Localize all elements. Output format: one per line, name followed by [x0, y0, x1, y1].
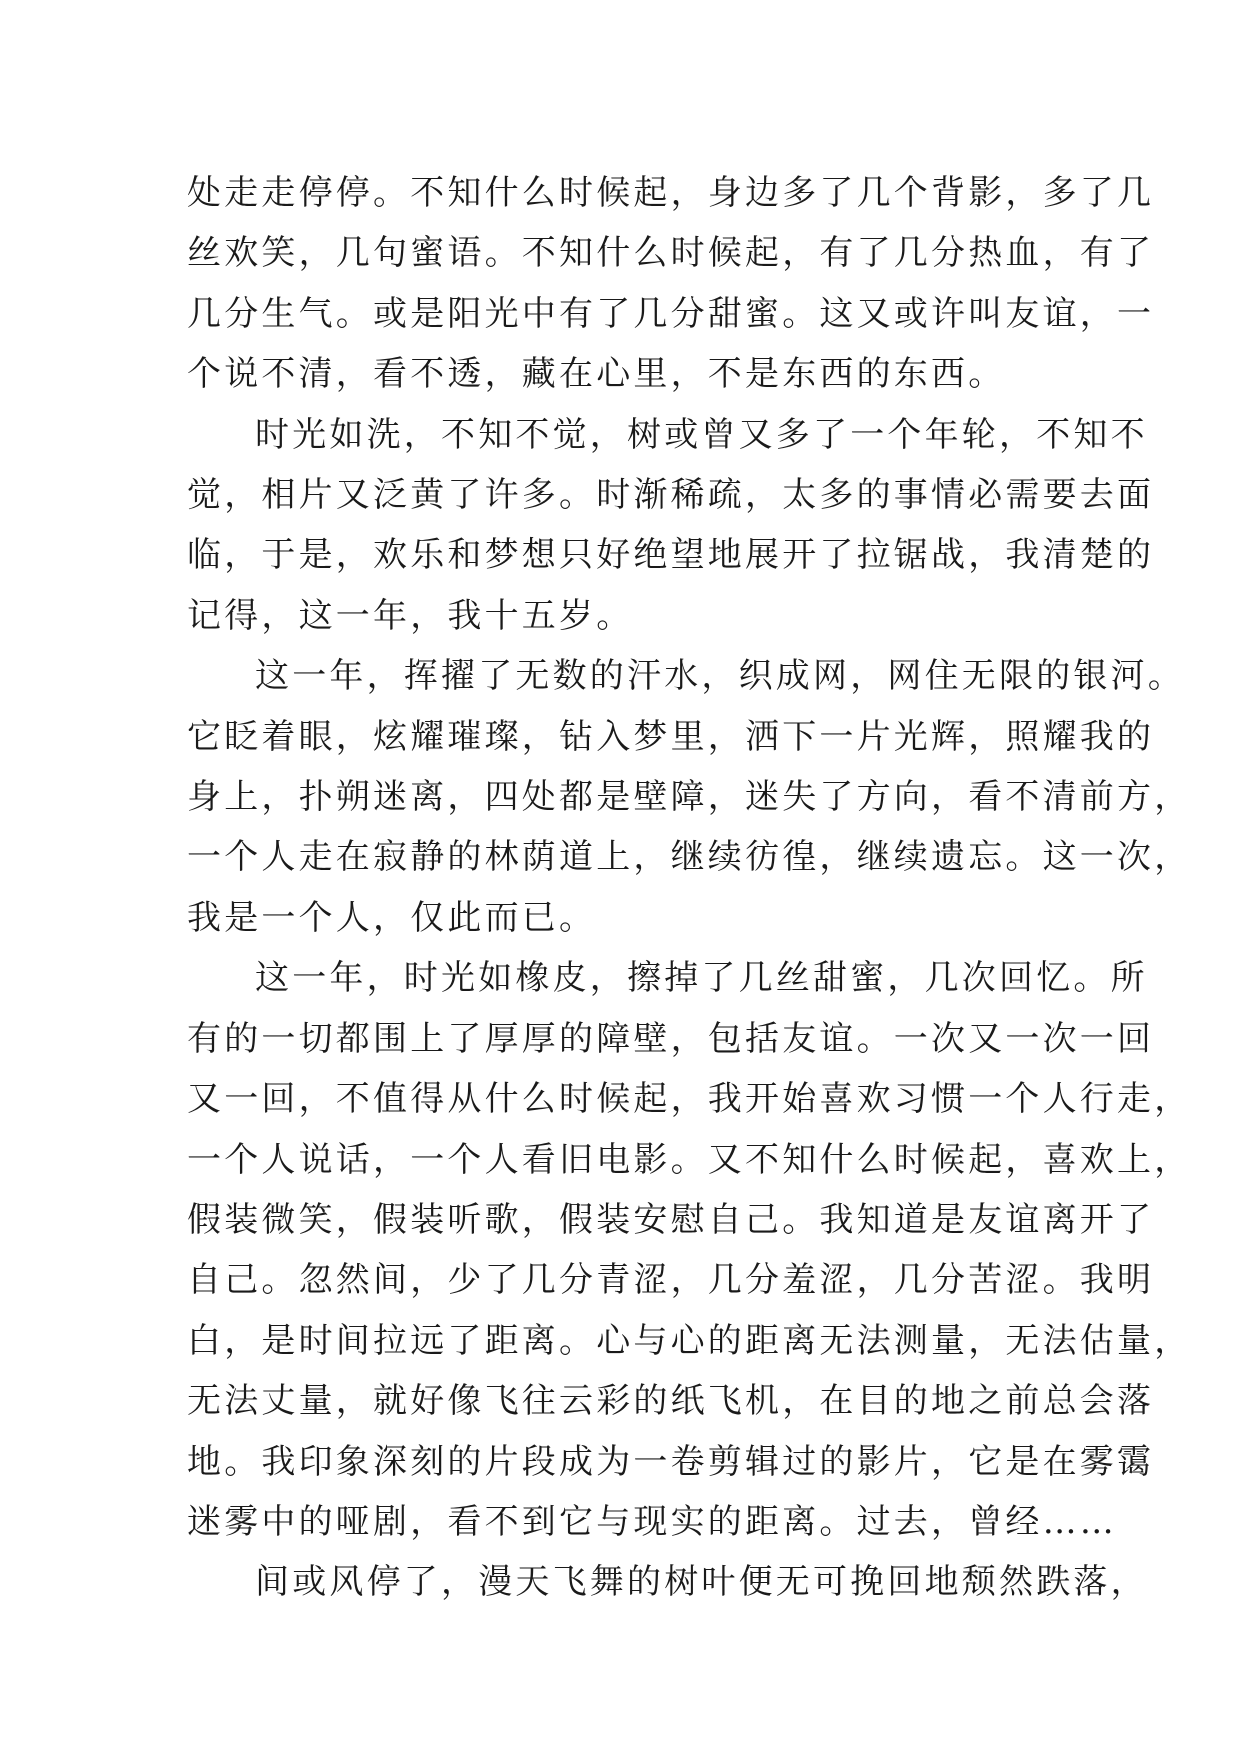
text-line: 迷雾中的哑剧，看不到它与现实的距离。过去，曾经……	[187, 1501, 1117, 1542]
text-line: 它眨着眼，炫耀璀璨，钻入梦里，洒下一片光辉，照耀我的	[187, 716, 1155, 757]
paragraph-5	[187, 1552, 1148, 1612]
text-line: 处走走停停。不知什么时候起，身边多了几个背影，多了几	[187, 173, 1155, 213]
text-line: 这一年，时光如橡皮，擦掉了几丝甜蜜，几次回忆。所	[255, 958, 1148, 999]
text-line: 无法丈量，就好像飞往云彩的纸飞机，在目的地之前总会落	[187, 1381, 1155, 1422]
text-line: 几分生气。或是阳光中有了几分甜蜜。这又或许叫友谊，一	[187, 293, 1155, 334]
paragraph-1	[187, 163, 1155, 405]
text-line: 时光如洗，不知不觉，树或曾又多了一个年轮，不知不	[255, 414, 1148, 455]
paragraph-4	[187, 948, 1192, 1552]
text-line: 一个人说话，一个人看旧电影。又不知什么时候起，喜欢上，	[187, 1139, 1192, 1180]
text-line: 个说不清，看不透，藏在心里，不是东西的东西。	[187, 354, 1006, 395]
text-line: 临，于是，欢乐和梦想只好绝望地展开了拉锯战，我清楚的	[187, 535, 1155, 576]
text-line: 记得，这一年，我十五岁。	[187, 595, 634, 636]
text-line: 这一年，挥擢了无数的汗水，织成网，网住无限的银河。	[255, 656, 1185, 697]
text-line: 我是一个人，仅此而已。	[187, 897, 597, 938]
text-line: 一个人走在寂静的林荫道上，继续彷徨，继续遗忘。这一次，	[187, 837, 1192, 878]
text-line: 又一回，不值得从什么时候起，我开始喜欢习惯一个人行走，	[187, 1079, 1192, 1120]
text-line: 白，是时间拉远了距离。心与心的距离无法测量，无法估量，	[187, 1320, 1192, 1361]
text-line: 身上，扑朔迷离，四处都是壁障，迷失了方向，看不清前方，	[187, 777, 1192, 818]
text-line: 间或风停了，漫天飞舞的树叶便无可挽回地颓然跌落，	[255, 1562, 1148, 1603]
text-line: 觉，相片又泛黄了许多。时渐稀疏，太多的事情必需要去面	[187, 475, 1155, 516]
text-line: 地。我印象深刻的片段成为一卷剪辑过的影片，它是在雾霭	[187, 1441, 1155, 1482]
text-line: 假装微笑，假装听歌，假装安慰自己。我知道是友谊离开了	[187, 1199, 1155, 1240]
text-line: 自己。忽然间，少了几分青涩，几分羞涩，几分苦涩。我明	[187, 1260, 1155, 1301]
text-line: 有的一切都围上了厚厚的障壁，包括友谊。一次又一次一回	[187, 1018, 1155, 1059]
text-line: 丝欢笑，几句蜜语。不知什么时候起，有了几分热血，有了	[187, 233, 1155, 274]
paragraph-2	[187, 405, 1155, 647]
paragraph-3	[187, 646, 1192, 948]
body-text	[187, 163, 1192, 1613]
